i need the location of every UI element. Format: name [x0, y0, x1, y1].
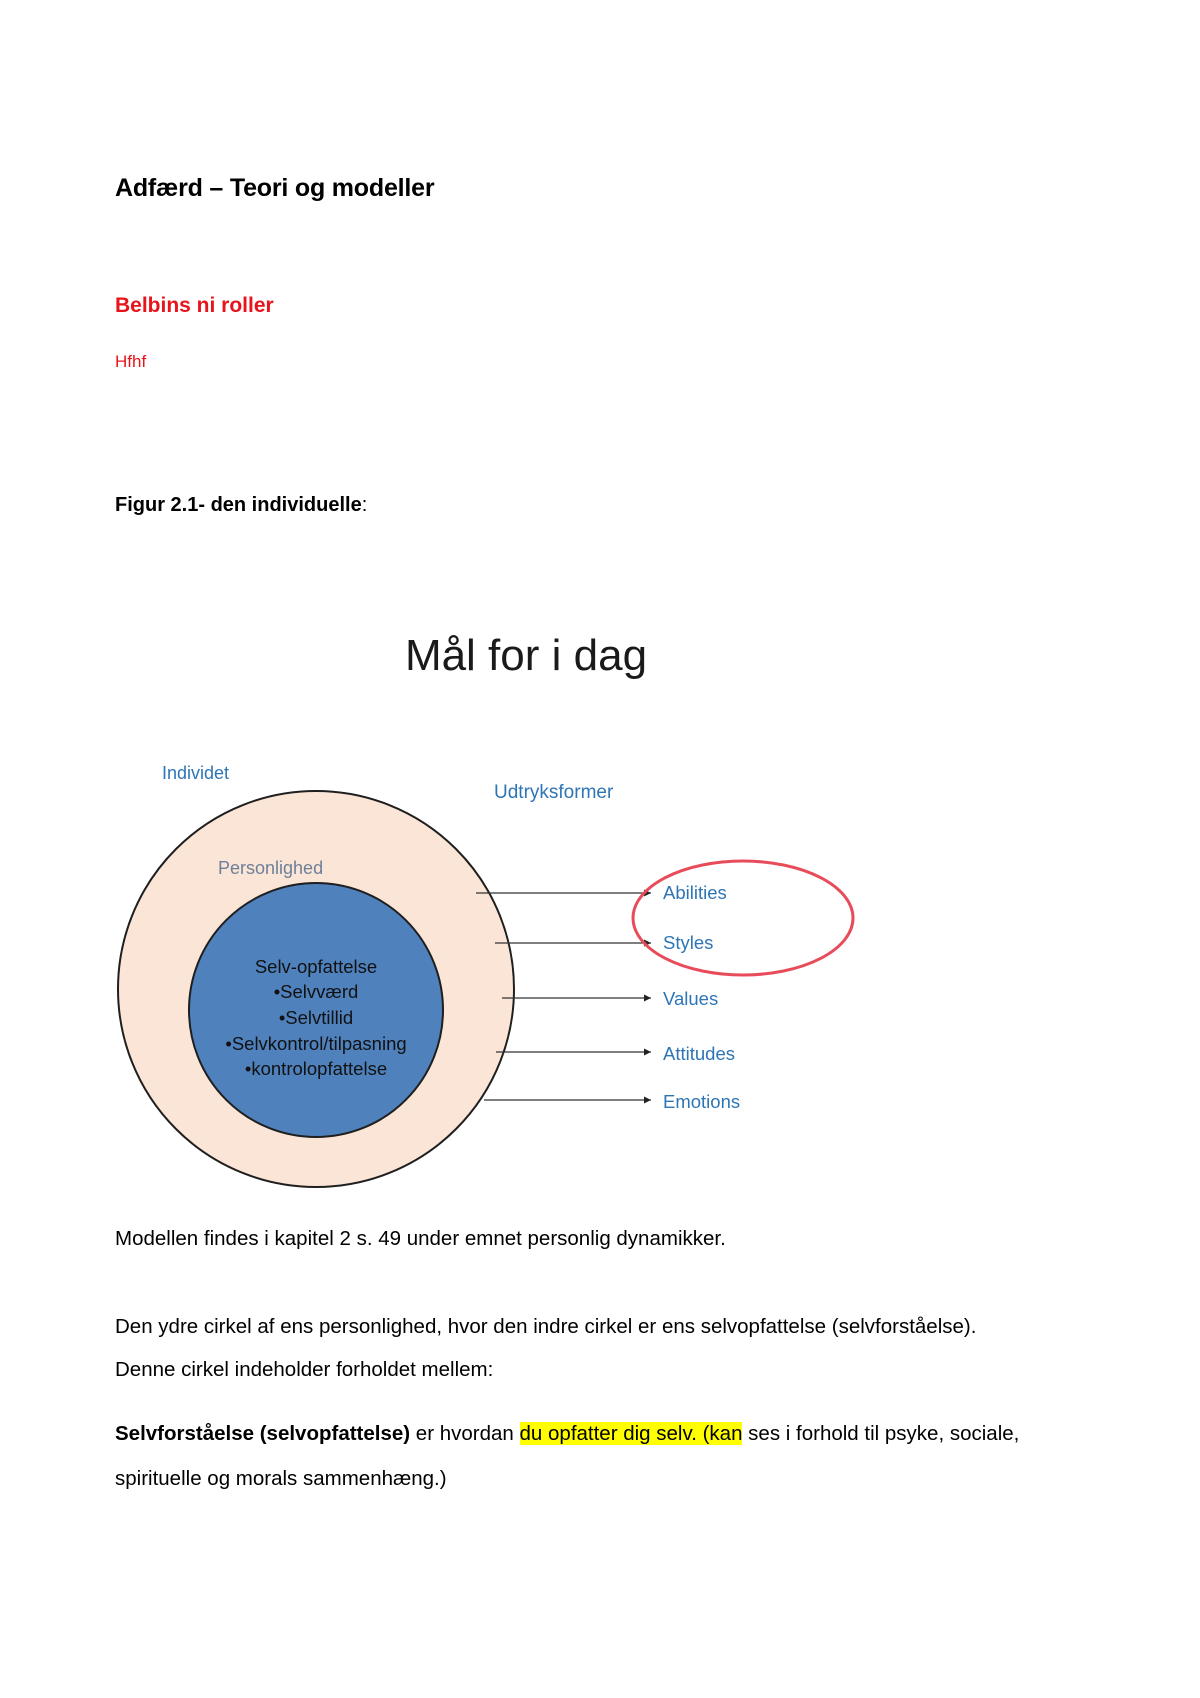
personality-diagram [100, 620, 860, 1210]
paragraph-continuation: spirituelle og morals sammenhæng.) [115, 1467, 447, 1490]
document-title: Adfærd – Teori og modeller [115, 174, 435, 202]
text-segment: er hvordan [410, 1422, 520, 1445]
paragraph-model-location: Modellen findes i kapitel 2 s. 49 under emnet personlig dynamikker. [115, 1227, 726, 1250]
section-heading: Belbins ni roller [115, 294, 274, 317]
output-attitudes: Attitudes [663, 1043, 735, 1064]
figure-caption-text: Figur 2.1- den individuelle [115, 494, 362, 516]
highlighted-text: du opfatter dig selv. (kan [519, 1422, 743, 1445]
term-selfunderstanding: Selvforståelse (selvopfattelse) [115, 1422, 411, 1445]
output-values: Values [663, 988, 719, 1009]
output-emotions: Emotions [663, 1091, 741, 1112]
paragraph-relationship: Denne cirkel indeholder forholdet mellem: [115, 1358, 494, 1381]
label-individ: Individet [162, 763, 230, 783]
paragraph-outer-circle: Den ydre cirkel af ens personlighed, hvor den indre cirkel er ens selvopfattelse (selvforståelse). [115, 1315, 977, 1338]
label-personlighed: Personlighed [218, 858, 324, 878]
diagram-title: Mål for i dag [404, 631, 648, 680]
figure-caption [115, 494, 367, 517]
inner-line: •Selvværd [273, 981, 359, 1002]
inner-line: •Selvtillid [278, 1007, 354, 1028]
inner-line: •kontrolopfattelse [244, 1058, 388, 1079]
figure-caption-colon: : [361, 494, 368, 516]
text-segment: ses i forhold til psyke, sociale, [742, 1422, 1020, 1445]
output-styles: Styles [663, 932, 714, 953]
highlight-ellipse [633, 861, 853, 975]
section-note: Hfhf [115, 352, 147, 371]
output-abilities: Abilities [663, 882, 727, 903]
label-udtryk: Udtryksformer [494, 782, 614, 803]
paragraph-selfunderstanding [115, 1420, 1019, 1448]
inner-line: Selv-opfattelse [254, 956, 378, 977]
inner-line: •Selvkontrol/tilpasning [225, 1033, 407, 1054]
